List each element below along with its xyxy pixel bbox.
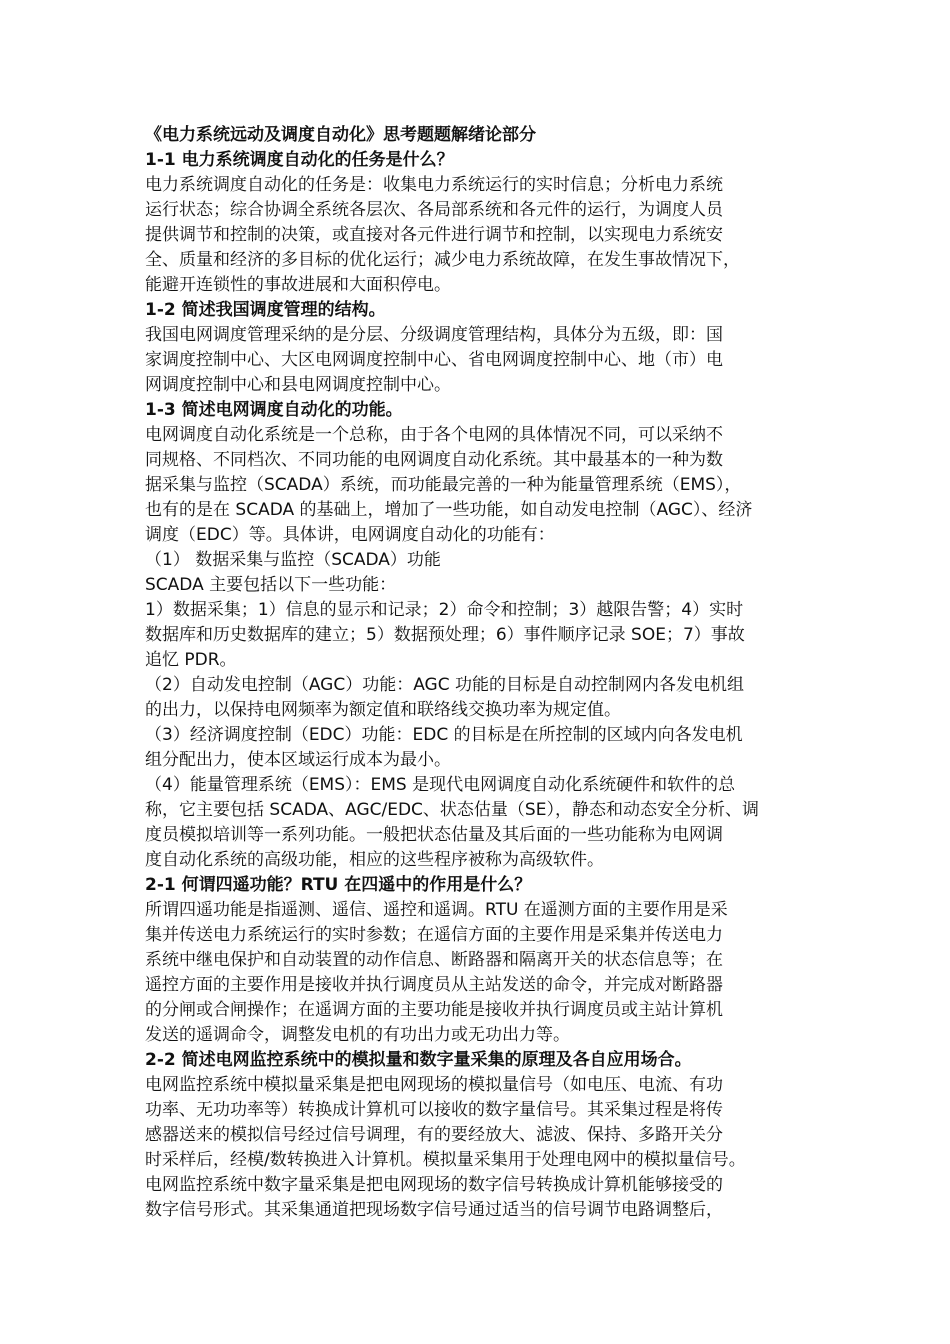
section-heading: 1-1 电力系统调度自动化的任务是什么？ [145,150,454,170]
body-text-line: 数据库和历史数据库的建立；5）数据预处理；6）事件顺序记录 SOE；7）事故 [145,625,745,645]
body-text-line: 度员模拟培训等一系列功能。一般把状态估量及其后面的一些功能称为电网调 [145,825,723,845]
section-heading: 1-2 简述我国调度管理的结构。 [145,300,386,320]
body-text-line: 时采样后，经模/数转换进入计算机。模拟量采集用于处理电网中的模拟量信号。 [145,1150,746,1170]
body-text-line: 功率、无功功率等）转换成计算机可以接收的数字量信号。其采集过程是将传 [145,1100,723,1120]
body-text-line: 电网监控系统中数字量采集是把电网现场的数字信号转换成计算机能够接受的 [145,1175,723,1195]
body-text-line: 发送的遥调命令，调整发电机的有功出力或无功出力等。 [145,1025,570,1045]
body-text-line: 系统中继电保护和自动装置的动作信息、断路器和隔离开关的状态信息等；在 [145,950,723,970]
body-text-line: 遥控方面的主要作用是接收并执行调度员从主站发送的命令，并完成对断路器 [145,975,723,995]
body-text-line: 数字信号形式。其采集通道把现场数字信号通过适当的信号调节电路调整后， [145,1200,723,1220]
section-heading: 2-1 何谓四遥功能？RTU 在四遥中的作用是什么？ [145,875,532,895]
document-page [145,123,825,1223]
body-text-line: 同规格、不同档次、不同功能的电网调度自动化系统。其中最基本的一种为数 [145,450,723,470]
body-text-line: 度自动化系统的高级功能，相应的这些程序被称为高级软件。 [145,850,604,870]
body-text-line: 调度（EDC）等。具体讲，电网调度自动化的功能有： [145,525,555,545]
body-text-line: 电力系统调度自动化的任务是：收集电力系统运行的实时信息；分析电力系统 [145,175,723,195]
body-text-line: （3）经济调度控制（EDC）功能：EDC 的目标是在所控制的区域内向各发电机 [145,725,743,745]
body-text-line: 组分配出力，使本区域运行成本为最小。 [145,750,451,770]
body-text-line: 所谓四遥功能是指遥测、遥信、遥控和遥调。RTU 在遥测方面的主要作用是采 [145,900,728,920]
body-text-line: 感器送来的模拟信号经过信号调理，有的要经放大、滤波、保持、多路开关分 [145,1125,723,1145]
body-text-line: SCADA 主要包括以下一些功能： [145,575,397,595]
body-text-line: 网调度控制中心和县电网调度控制中心。 [145,375,451,395]
body-text-line: 家调度控制中心、大区电网调度控制中心、省电网调度控制中心、地（市）电 [145,350,723,370]
body-text-line: 提供调节和控制的决策，或直接对各元件进行调节和控制，以实现电力系统安 [145,225,723,245]
body-text-line: （4）能量管理系统（EMS）：EMS 是现代电网调度自动化系统硬件和软件的总 [145,775,736,795]
body-text-line: 运行状态；综合协调全系统各层次、各局部系统和各元件的运行，为调度人员 [145,200,723,220]
body-text-line: 的分闸或合闸操作；在遥调方面的主要功能是接收并执行调度员或主站计算机 [145,1000,723,1020]
section-heading: 2-2 简述电网监控系统中的模拟量和数字量采集的原理及各自应用场合。 [145,1050,692,1070]
body-text-line: 也有的是在 SCADA 的基础上，增加了一些功能，如自动发电控制（AGC）、经济 [145,500,753,520]
body-text-line: 1）数据采集；1）信息的显示和记录；2）命令和控制；3）越限告警；4）实时 [145,600,744,620]
section-heading: 1-3 简述电网调度自动化的功能。 [145,400,403,420]
body-text-line: 称，它主要包括 SCADA、AGC/EDC、状态估量（SE），静态和动态安全分析、调 [145,800,759,820]
body-text-line: （1） 数据采集与监控（SCADA）功能 [145,550,441,570]
body-text-line: 能避开连锁性的事故进展和大面积停电。 [145,275,451,295]
body-text-line: （2）自动发电控制（AGC）功能：AGC 功能的目标是自动控制网内各发电机组 [145,675,744,695]
body-text-line: 据采集与监控（SCADA）系统，而功能最完善的一种为能量管理系统（EMS）， [145,475,742,495]
section-heading: 《电力系统远动及调度自动化》思考题题解绪论部分 [145,125,536,145]
body-text-line: 集并传送电力系统运行的实时参数；在遥信方面的主要作用是采集并传送电力 [145,925,723,945]
body-text-line: 的出力，以保持电网频率为额定值和联络线交换功率为规定值。 [145,700,621,720]
body-text-line: 电网监控系统中模拟量采集是把电网现场的模拟量信号（如电压、电流、有功 [145,1075,723,1095]
body-text-line: 全、质量和经济的多目标的优化运行；减少电力系统故障，在发生事故情况下， [145,250,740,270]
body-text-line: 追忆 PDR。 [145,650,237,670]
body-text-line: 电网调度自动化系统是一个总称，由于各个电网的具体情况不同，可以采纳不 [145,425,723,445]
body-text-line: 我国电网调度管理采纳的是分层、分级调度管理结构，具体分为五级，即：国 [145,325,723,345]
